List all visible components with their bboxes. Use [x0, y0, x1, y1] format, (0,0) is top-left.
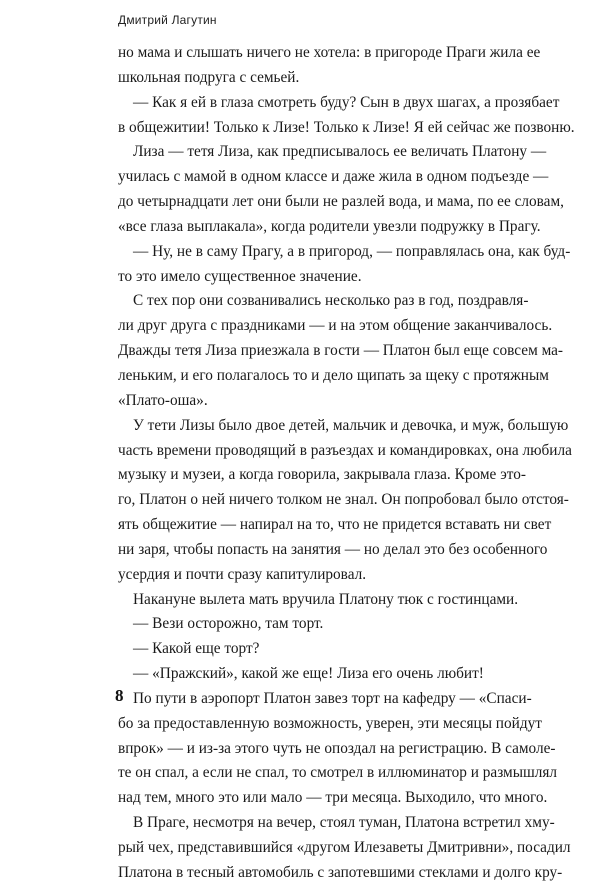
text-line: те он спал, а если не спал, то смотрел в иллюминатор и размышлял	[118, 764, 558, 782]
text-line: до четырнадцати лет они были не разлей вода, и мама, по ее словам,	[118, 193, 564, 211]
text-line: — Вези осторожно, там торт.	[133, 615, 324, 633]
text-line: впрок» — и из-за этого чуть не опоздал на регистрацию. В самоле-	[118, 739, 556, 757]
text-line: в общежитии! Только к Лизе! Только к Лизе! Я ей сейчас же позвоню.	[118, 118, 575, 136]
text-line: «все глаза выплакала», когда родители увезли подружку в Прагу.	[118, 217, 541, 235]
text-line: По пути в аэропорт Платон завез торт на кафедру — «Спаси-	[133, 689, 532, 707]
text-line: Дважды тетя Лиза приезжала в гости — Платон был еще совсем ма-	[118, 342, 564, 360]
text-line: то это имело существенное значение.	[118, 267, 362, 285]
text-line: — Какой еще торт?	[133, 640, 260, 658]
text-line: школьная подруга с семьей.	[118, 68, 300, 86]
text-line: Платона в тесный автомобиль с запотевшими стеклами и долго кру-	[118, 863, 563, 881]
text-line: леньким, и его полагалось то и дело щипать за щеку с протяжным	[118, 366, 549, 384]
text-line: усердия и почти сразу капитулировал.	[118, 565, 367, 583]
text-line: Лиза — тетя Лиза, как предписывалось ее величать Платону —	[133, 143, 547, 161]
text-line: училась с мамой в одном классе и даже жила в одном подъезде —	[118, 168, 549, 186]
text-line: — «Пражский», какой же еще! Лиза его очень любит!	[133, 665, 484, 683]
text-line: ять общежитие — напирал на то, что не придется вставать ни свет	[118, 516, 552, 534]
text-line: — Ну, не в саму Прагу, а в пригород, — поправлялась она, как буд-	[133, 242, 571, 260]
text-line: бо за предоставленную возможность, уверен, эти месяцы пойдут	[118, 714, 542, 732]
text-line: но мама и слышать ничего не хотела: в пригороде Праги жила ее	[118, 44, 541, 61]
page-number: 8	[115, 686, 124, 705]
text-line: рый чех, представившийся «другом Илезаветы Дмитривни», посадил	[118, 839, 571, 856]
text-line: «Плато-оша».	[118, 391, 208, 409]
text-line: ли друг друга с праздниками — и на этом общение заканчивалось.	[118, 317, 553, 335]
text-line: В Праге, несмотря на вечер, стоял туман, Платона встретил хму-	[133, 814, 555, 832]
text-line: музыку и музеи, а когда говорила, закрывала глаза. Кроме это-	[118, 466, 526, 484]
text-line: С тех пор они созванивались несколько раз в год, поздравля-	[133, 292, 529, 310]
text-line: часть времени проводящий в разъездах и командировках, она любила	[118, 441, 572, 459]
text-line: У тети Лизы было двое детей, мальчик и девочка, и муж, большую	[133, 416, 569, 434]
text-line: ни заря, чтобы попасть на занятия — но делал это без особенного	[118, 540, 548, 558]
text-line: Накануне вылета мать вручила Платону тюк с гостинцами.	[133, 590, 519, 608]
body-text	[118, 41, 575, 886]
text-line: го, Платон о ней ничего толком не знал. Он попробовал было отстоя-	[118, 491, 569, 509]
text-line: — Как я ей в глаза смотреть буду? Сын в двух шагах, а прозябает	[133, 93, 560, 111]
text-line: над тем, много это или мало — три месяца. Выходило, что много.	[118, 789, 548, 807]
running-head: Дмитрий Лагутин	[118, 13, 217, 27]
